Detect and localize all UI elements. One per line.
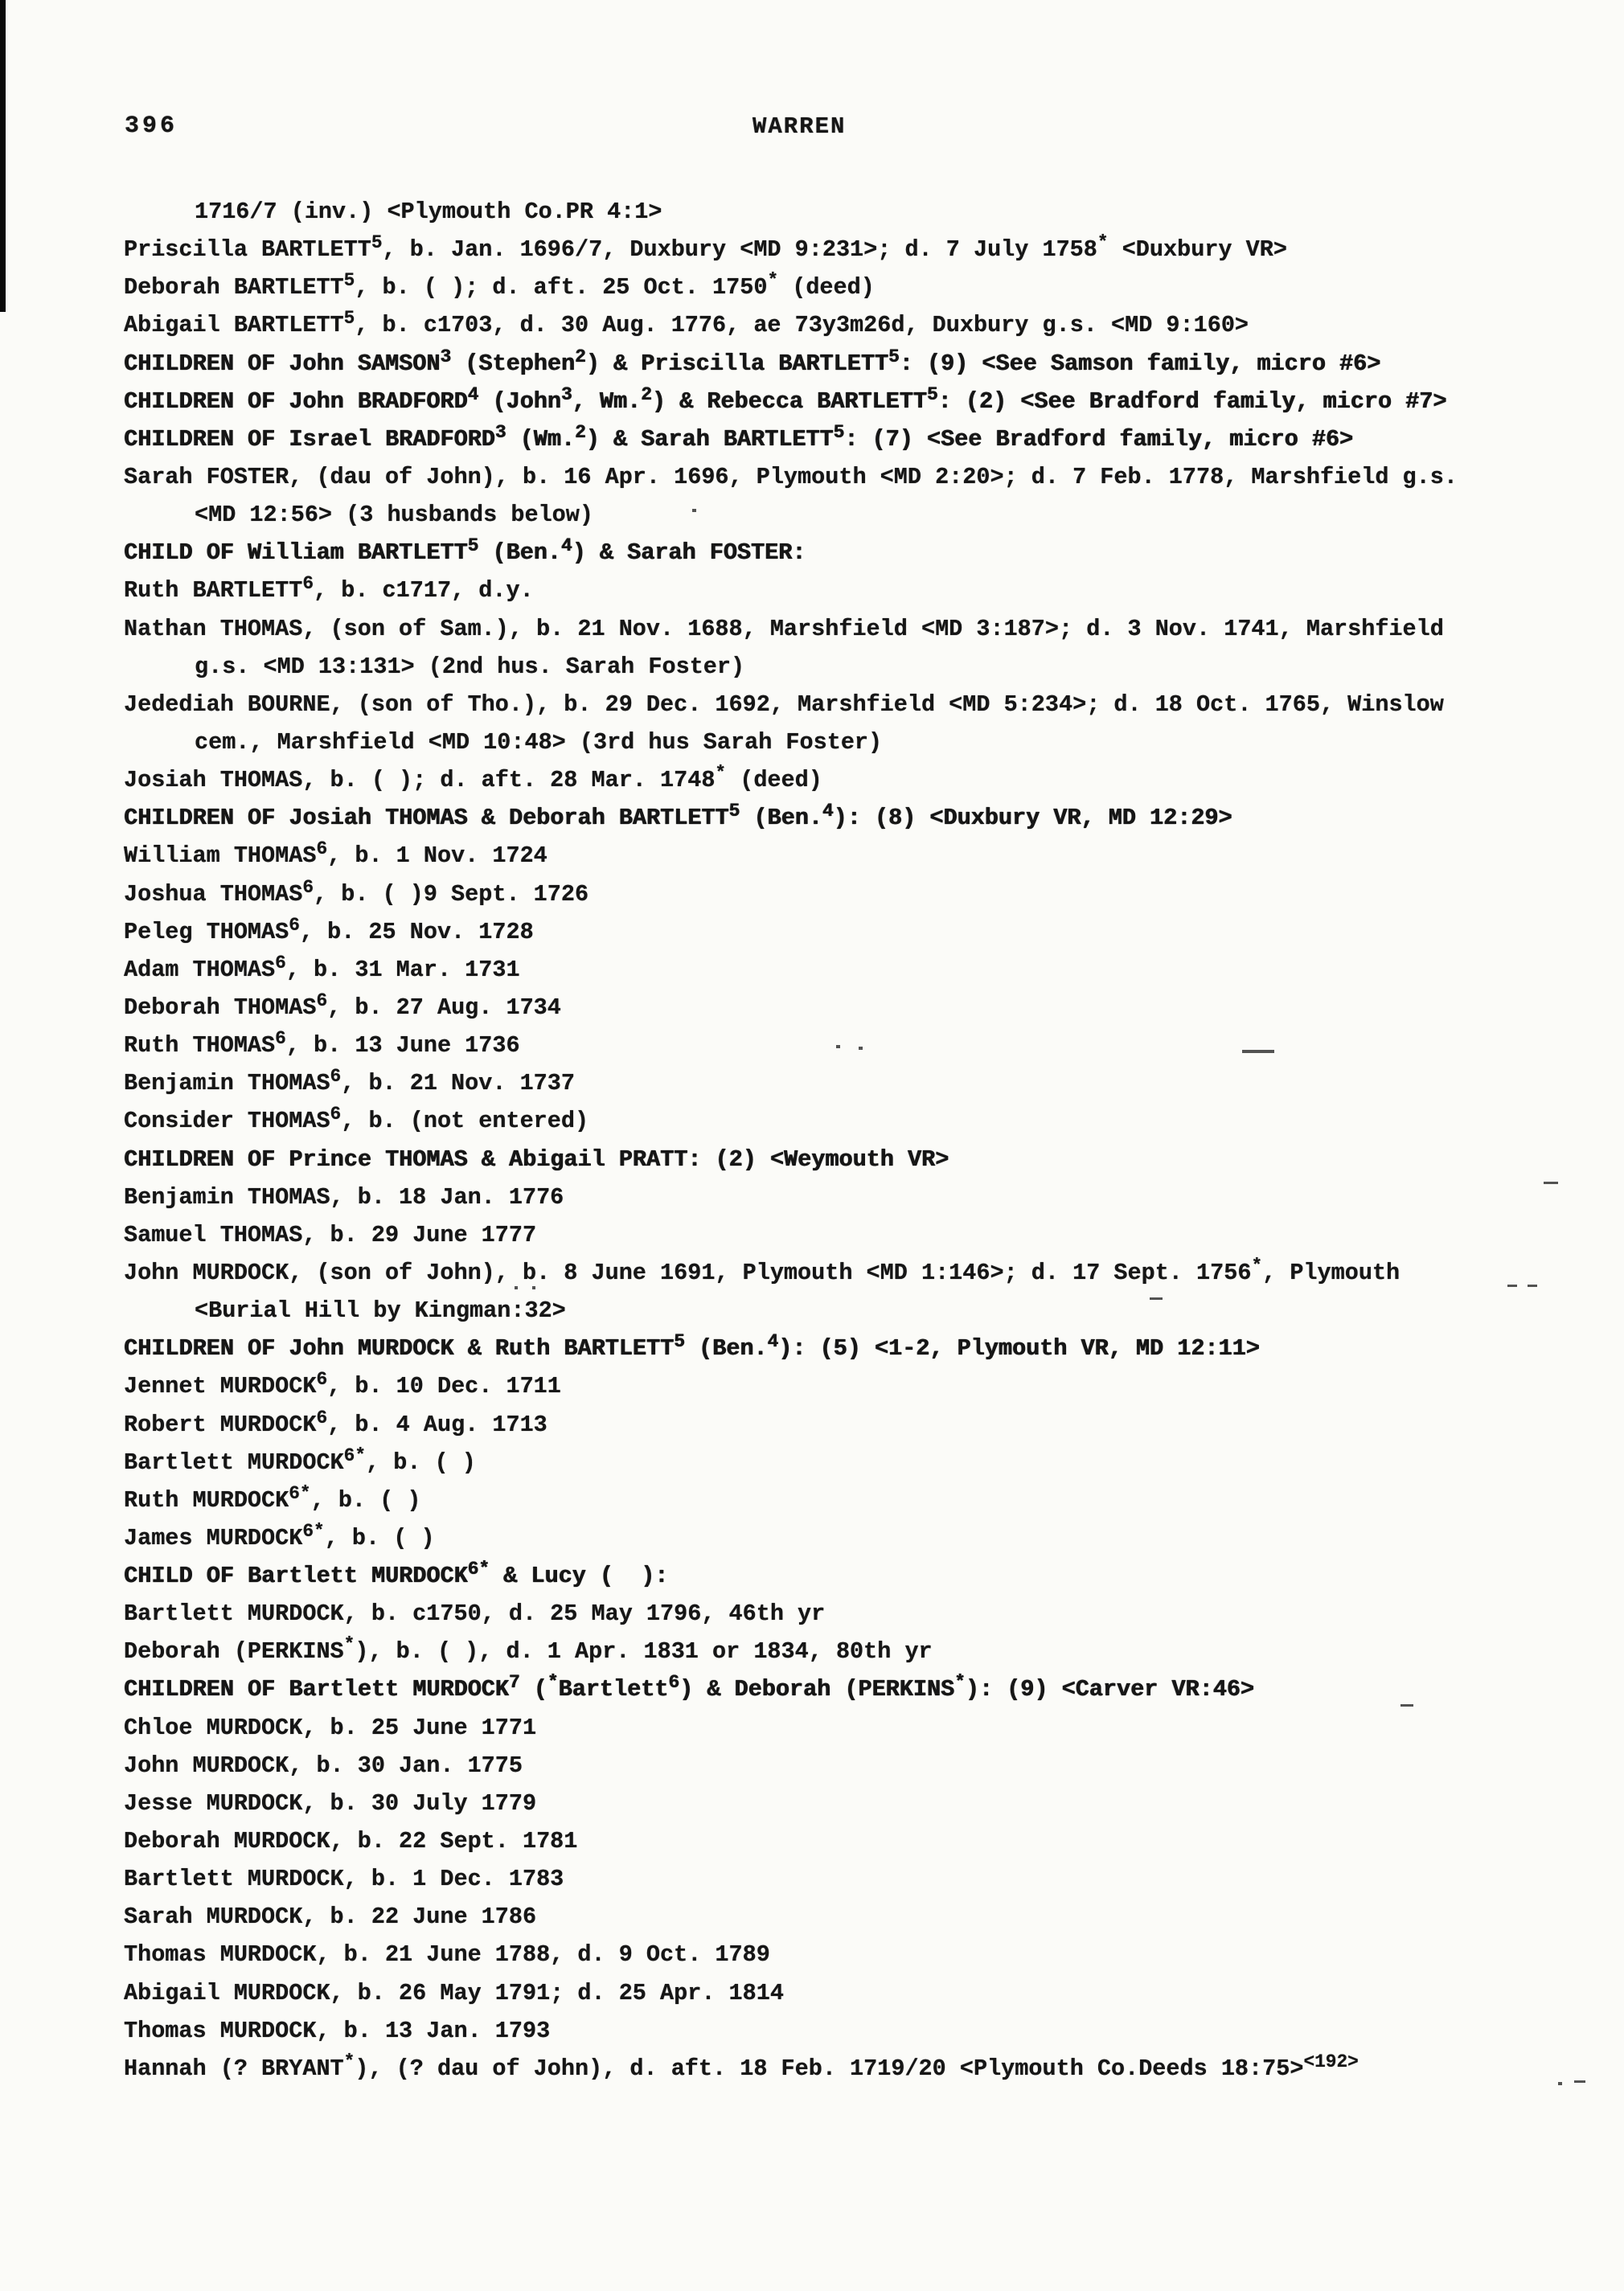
record-line: Benjamin THOMAS$^6$, b. 21 Nov. 1737: [124, 1065, 575, 1097]
superscript: 4: [467, 383, 479, 405]
record-line: Samuel THOMAS, b. 29 June 1777: [124, 1221, 537, 1248]
record-line: Sarah FOSTER, (dau of John), b. 16 Apr. 1696, Plymouth <MD 2:20>; d. 7 Feb. 1778, Marshfield g.s.: [124, 463, 1458, 490]
record-line: Jennet MURDOCK$^6$, b. 10 Dec. 1711: [124, 1369, 561, 1400]
superscript: 4: [767, 1330, 779, 1352]
superscript: 5: [926, 383, 938, 405]
superscript: 5: [371, 232, 383, 253]
record-line: <MD 12:56> (3 husbands below): [195, 502, 593, 529]
superscript: 6: [330, 1065, 342, 1087]
record-line: Adam THOMAS$^6$, b. 31 Mar. 1731: [124, 952, 520, 983]
record-line: 1716/7 (inv.) <Plymouth Co.PR 4:1>: [195, 199, 662, 225]
record-line: Abigail BARTLETT$^5$, b. c1703, d. 30 Aug. 1776, ae 73y3m26d, Duxbury g.s. <MD 9:160>: [124, 308, 1249, 339]
record-line: Robert MURDOCK$^6$, b. 4 Aug. 1713: [124, 1407, 547, 1438]
superscript: 5: [343, 270, 355, 292]
record-line: CHILD OF William BARTLETT$^5$ (Ben.$^4$) & Sarah FOSTER:: [124, 535, 806, 567]
superscript: 6*: [467, 1558, 490, 1580]
record-line: Chloe MURDOCK, b. 25 June 1771: [124, 1714, 537, 1741]
record-line: Hannah (? BRYANT*), (? dau of John), d. aft. 18 Feb. 1719/20 <Plymouth Co.Deeds 18:75>$^{<192>}$: [124, 2051, 1359, 2082]
superscript: 2: [575, 346, 586, 367]
scan-artifact: [1544, 1182, 1558, 1184]
record-line: Bartlett $MURDOCK^{6*}$, b. ( ): [124, 1445, 476, 1476]
superscript: 6: [316, 990, 328, 1011]
record-line: William THOMAS$^6$, b. 1 Nov. 1724: [124, 838, 547, 870]
scan-artifact: [0, 0, 6, 312]
record-line: CHILDREN OF Josiah THOMAS & Deborah BARTLETT$^5$ (Ben.$^4$): (8) <Duxbury VR, MD 12:29>: [124, 801, 1232, 832]
record-line: CHILDREN OF John MURDOCK & Ruth BARTLETT$^5$ (Ben.$^4$): (5) <1-2, Plymouth VR, MD 12:11>: [124, 1330, 1260, 1363]
record-line: Ruth THOMAS$^6$, b. 13 June 1736: [124, 1027, 520, 1059]
record-line: Deborah BARTLETT$^5$, b. ( ); d. aft. 25 Oct. 1750* (deed): [124, 270, 875, 301]
record-line: Deborah MURDOCK, b. 22 Sept. 1781: [124, 1828, 578, 1855]
record-line: g.s. <MD 13:131> (2nd hus. Sarah Foster): [195, 653, 745, 680]
record-line: CHILDREN OF Bartlett MURDOCK$^7$ (*Bartlett$^6$) & Deborah (PERKINS*): (9) <Carver VR:46>: [124, 1672, 1254, 1703]
superscript: 5: [343, 308, 355, 330]
superscript: 6: [275, 1027, 286, 1049]
record-line: Thomas MURDOCK, b. 21 June 1788, d. 9 Oct. 1789: [124, 1941, 770, 1969]
record-line: Sarah MURDOCK, b. 22 June 1786: [124, 1904, 537, 1931]
record-line: Jesse MURDOCK, b. 30 July 1779: [124, 1789, 537, 1817]
superscript: *: [715, 762, 727, 784]
superscript: *: [343, 2051, 355, 2072]
record-line: Consider THOMAS$^6$, b. (not entered): [124, 1104, 589, 1135]
record-line: CHILD OF Bartlett $MURDOCK^{6*}$ & Lucy ( ):: [124, 1558, 669, 1590]
superscript: 2: [574, 421, 586, 443]
record-line: Ruth $MURDOCK^{6*}$, b. ( ): [124, 1482, 421, 1514]
superscript: *: [1251, 1255, 1263, 1277]
record-line: CHILDREN OF John BRADFORD$^4$ (John$^3$, Wm.$^2$) & Rebecca BARTLETT$^5$: (2) <See Bradford family, micro #7>: [124, 383, 1447, 415]
record-line: Thomas MURDOCK, b. 13 Jan. 1793: [124, 2017, 551, 2044]
record-line: Ruth BARTLETT$^6$, b. c1717, d.y.: [124, 573, 534, 605]
scan-artifact: [1574, 2080, 1585, 2083]
record-line: Bartlett MURDOCK, b. 1 Dec. 1783: [124, 1866, 564, 1893]
superscript: 6: [275, 952, 286, 973]
genealogy-text-block: [124, 193, 1539, 2088]
superscript: 6: [302, 876, 314, 898]
superscript: *: [1097, 232, 1109, 253]
record-line: CHILDREN OF John SAMSON$^3$ (Stephen$^2$) & Priscilla BARTLETT$^5$: (9) <See Samson family, micro #6>: [124, 346, 1381, 377]
superscript: 5: [888, 346, 900, 367]
superscript: 6: [668, 1672, 679, 1694]
superscript: *: [547, 1672, 559, 1694]
record-line: Jedediah BOURNE, (son of Tho.), b. 29 Dec. 1692, Marshfield <MD 5:234>; d. 18 Oct. 1765, Winslow: [124, 691, 1444, 718]
superscript: 6: [316, 1369, 328, 1391]
record-line: Deborah THOMAS$^6$, b. 27 Aug. 1734: [124, 990, 561, 1021]
record-line: John MURDOCK, b. 30 Jan. 1775: [124, 1752, 523, 1779]
record-line: cem., Marshfield <MD 10:48> (3rd hus Sarah Foster): [195, 728, 883, 756]
superscript: 6: [289, 914, 300, 936]
record-line: Deborah (PERKINS*), b. ( ), d. 1 Apr. 1831 or 1834, 80th yr: [124, 1634, 933, 1666]
superscript: 6*: [289, 1482, 311, 1504]
record-line: Nathan THOMAS, (son of Sam.), b. 21 Nov. 1688, Marshfield <MD 3:187>; d. 3 Nov. 1741, Marshfield: [124, 615, 1444, 642]
record-line: CHILDREN OF Israel BRADFORD$^3$ (Wm.$^2$) & Sarah BARTLETT$^5$: (7) <See Bradford family, micro #6>: [124, 421, 1354, 453]
superscript: 6: [316, 838, 328, 860]
superscript: 4: [822, 801, 834, 822]
superscript: 3: [560, 383, 572, 405]
superscript: <192>: [1303, 2051, 1359, 2072]
record-line: Joshua THOMAS$^6$, b. ( )9 Sept. 1726: [124, 876, 589, 908]
superscript: 3: [494, 421, 506, 443]
record-line: <Burial Hill by Kingman:32>: [195, 1297, 566, 1325]
superscript: *: [767, 270, 779, 292]
running-head-title: WARREN: [753, 113, 847, 140]
record-line: Peleg THOMAS$^6$, b. 25 Nov. 1728: [124, 914, 534, 945]
page-number: 396: [125, 113, 178, 140]
record-line: Abigail MURDOCK, b. 26 May 1791; d. 25 Apr. 1814: [124, 1979, 784, 2006]
superscript: 6: [330, 1104, 342, 1125]
record-line: CHILDREN OF Prince THOMAS & Abigail PRATT: (2) <Weymouth VR>: [124, 1146, 949, 1173]
superscript: 6*: [343, 1445, 367, 1466]
record-line: Bartlett MURDOCK, b. c1750, d. 25 May 1796, 46th yr: [124, 1600, 826, 1628]
superscript: 5: [833, 421, 845, 443]
superscript: 2: [641, 383, 652, 405]
record-line: James $MURDOCK^{6*}$, b. ( ): [124, 1520, 435, 1551]
record-line: Benjamin THOMAS, b. 18 Jan. 1776: [124, 1183, 564, 1211]
superscript: 6: [302, 573, 314, 595]
superscript: 4: [560, 535, 572, 557]
superscript: *: [954, 1672, 966, 1694]
scan-artifact: [1558, 2082, 1562, 2085]
superscript: 6: [316, 1407, 328, 1428]
superscript: 5: [728, 801, 740, 822]
record-line: Josiah THOMAS, b. ( ); d. aft. 28 Mar. 1748* (deed): [124, 762, 822, 794]
record-line: Priscilla BARTLETT$^5$, b. Jan. 1696/7, Duxbury <MD 9:231>; d. 7 July 1758* <Duxbury VR>: [124, 232, 1287, 264]
superscript: *: [343, 1634, 355, 1656]
superscript: 5: [674, 1330, 685, 1352]
superscript: 7: [508, 1672, 520, 1694]
superscript: 3: [440, 346, 452, 367]
superscript: 6*: [302, 1520, 325, 1542]
superscript: 5: [467, 535, 479, 557]
record-line: John MURDOCK, (son of John), b. 8 June 1691, Plymouth <MD 1:146>; d. 17 Sept. 1756*, Plymouth: [124, 1255, 1400, 1286]
